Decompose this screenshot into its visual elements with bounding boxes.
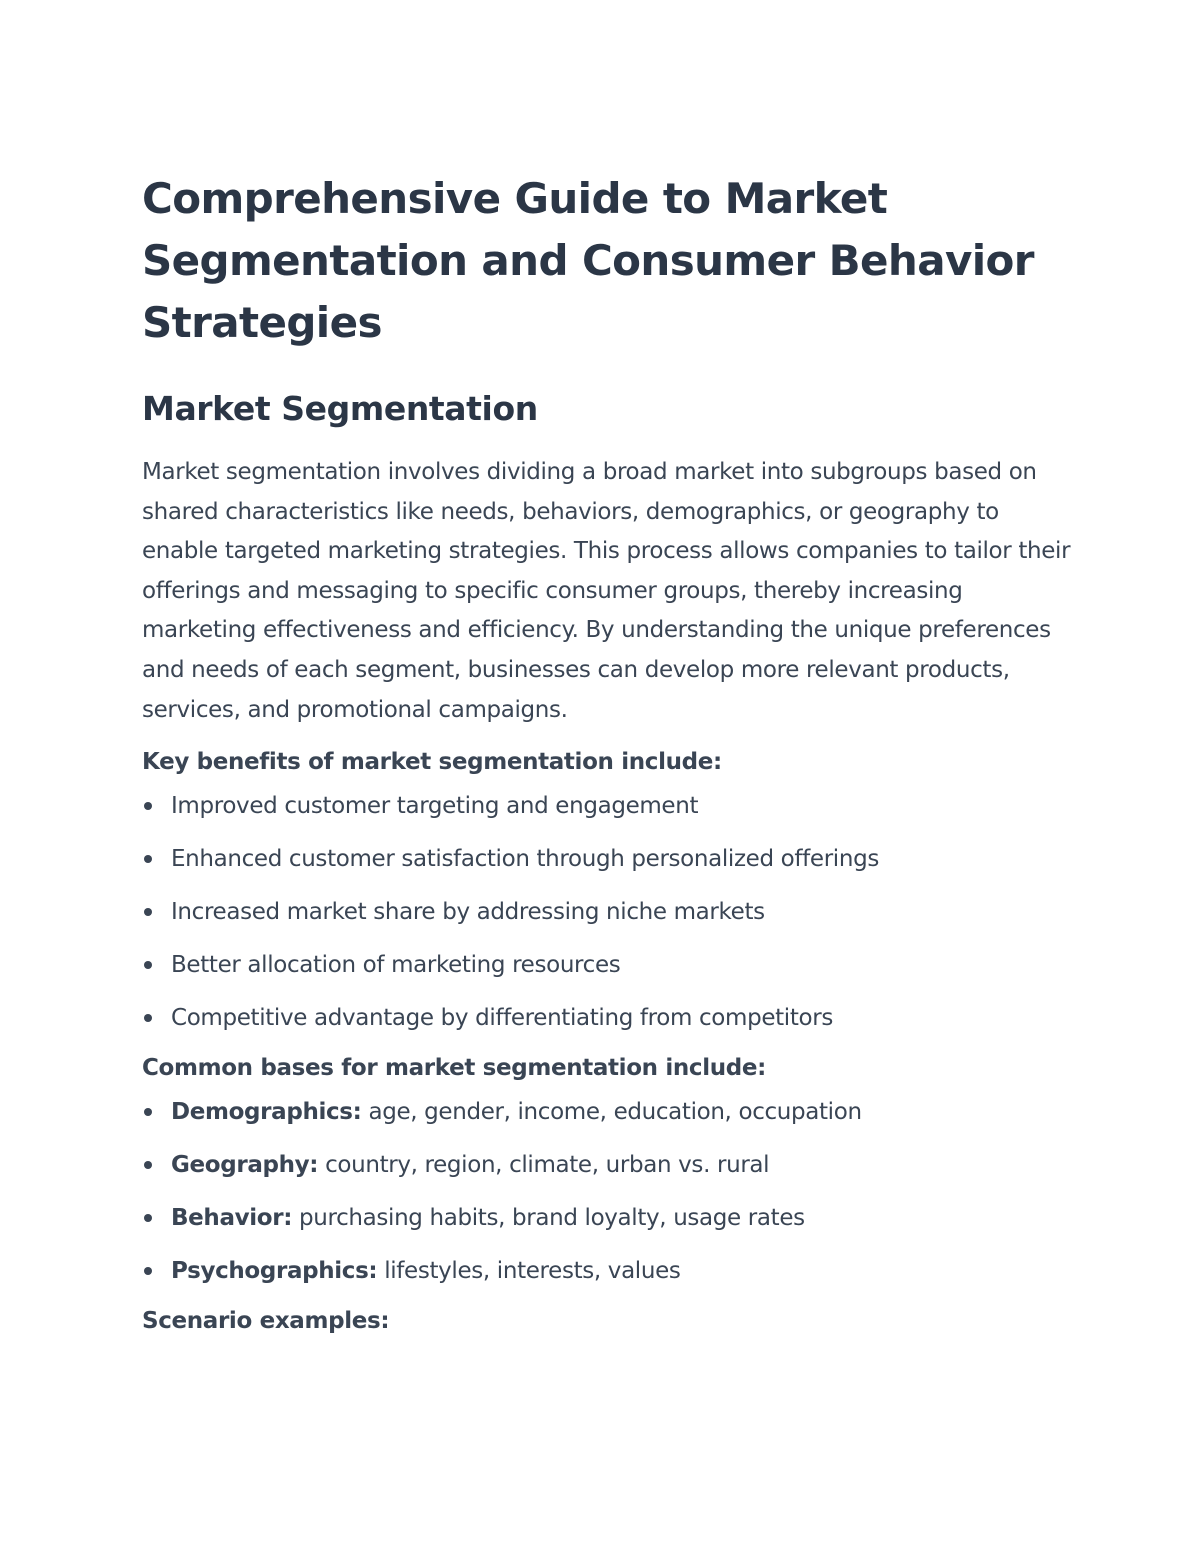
benefit-text: Increased market share by addressing niche markets: [171, 899, 765, 926]
bullet-icon: [144, 1108, 152, 1116]
base-description: age, gender, income, education, occupation: [361, 1099, 862, 1126]
benefit-text: Improved customer targeting and engagement: [171, 793, 699, 820]
list-item: [142, 1000, 1072, 1036]
list-item: [142, 1253, 1072, 1289]
base-description: lifestyles, interests, values: [377, 1258, 681, 1285]
bullet-icon: [144, 1014, 152, 1022]
base-description: purchasing habits, brand loyalty, usage rates: [292, 1205, 805, 1232]
list-item: [142, 947, 1072, 983]
list-item: [142, 841, 1072, 877]
benefits-heading: Key benefits of market segmentation include:: [142, 749, 722, 776]
bullet-icon: [144, 802, 152, 810]
bullet-icon: [144, 1161, 152, 1169]
base-term: Demographics:: [171, 1099, 362, 1126]
document-page: [142, 168, 1072, 1339]
scenario-heading: Scenario examples:: [142, 1308, 390, 1335]
benefit-text: Better allocation of marketing resources: [171, 952, 621, 979]
list-item: [142, 788, 1072, 824]
benefits-list: [142, 788, 1072, 1036]
list-item: [142, 1147, 1072, 1183]
list-item: [142, 894, 1072, 930]
bullet-icon: [144, 855, 152, 863]
base-description: country, region, climate, urban vs. rural: [318, 1152, 770, 1179]
benefit-text: Competitive advantage by differentiating from competitors: [171, 1005, 833, 1032]
bullet-icon: [144, 908, 152, 916]
section-heading: Market Segmentation: [142, 389, 538, 428]
list-item: [142, 1094, 1072, 1130]
base-term: Behavior:: [171, 1205, 293, 1232]
base-term: Geography:: [171, 1152, 319, 1179]
bullet-icon: [144, 1214, 152, 1222]
intro-paragraph: Market segmentation involves dividing a broad market into subgroups based on shared characteristics like needs, behaviors, demographics, or geography to enable targeted marketing strategies. This process allows companies to tailor their offerings and messaging to specific consumer groups, thereby increasing marketing effectiveness and efficiency. By understanding the unique preferences and needs of each segment, businesses can develop more relevant products, services, and promotional campaigns.: [142, 459, 1071, 723]
bases-list: [142, 1094, 1072, 1289]
bullet-icon: [144, 1267, 152, 1275]
benefit-text: Enhanced customer satisfaction through personalized offerings: [171, 846, 879, 873]
list-item: [142, 1200, 1072, 1236]
bases-heading: Common bases for market segmentation include:: [142, 1055, 766, 1082]
base-term: Psychographics:: [171, 1258, 378, 1285]
page-title: Comprehensive Guide to Market Segmentation and Consumer Behavior Strategies: [142, 174, 1034, 347]
bullet-icon: [144, 961, 152, 969]
